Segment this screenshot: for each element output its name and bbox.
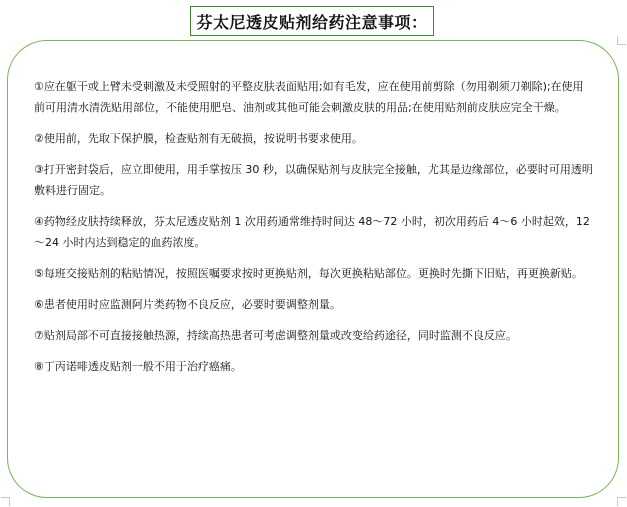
list-item: ⑧丁丙诺啡透皮贴剂一般不用于治疗癌痛。 xyxy=(34,360,242,373)
list-item: ⑤每班交接贴剂的粘贴情况，按照医嘱要求按时更换贴剂，每次更换粘贴部位。更换时先撕下旧贴，再更换新贴。 xyxy=(34,267,583,280)
title-box xyxy=(190,6,434,36)
page-corner-mark xyxy=(617,36,626,45)
document-title: 芬太尼透皮贴剂给药注意事项： xyxy=(196,12,428,32)
list-item: ②使用前，先取下保护膜，检查贴剂有无破损，按说明书要求使用。 xyxy=(34,132,363,145)
precautions-list xyxy=(34,76,594,387)
page-corner-mark xyxy=(617,497,626,506)
list-item: ③打开密封袋后，应立即使用，用手掌按压 30 秒，以确保贴剂与皮肤完全接触，尤其是边缘部位，必要时可用透明敷料进行固定。 xyxy=(34,163,593,197)
list-item: ⑥患者使用时应监测阿片类药物不良反应，必要时要调整剂量。 xyxy=(34,298,341,311)
list-item: ①应在躯干或上臂未受刺激及未受照射的平整皮肤表面贴用;如有毛发，应在使用前剪除（勿用剃须刀剃除);在使用前可用清水清洗贴用部位，不能使用肥皂、油剂或其他可能会刺激皮肤的用品;在使用贴剂前皮肤应完全干燥。 xyxy=(34,80,584,114)
list-item: ⑦贴剂局部不可直接接触热源，持续高热患者可考虑调整剂量或改变给药途径，同时监测不良反应。 xyxy=(34,329,517,342)
list-item: ④药物经皮肤持续释放，芬太尼透皮贴剂 1 次用药通常维持时间达 48～72 小时，初次用药后 4～6 小时起效，12～24 小时内达到稳定的血药浓度。 xyxy=(34,215,590,249)
page-corner-mark xyxy=(1,497,10,506)
